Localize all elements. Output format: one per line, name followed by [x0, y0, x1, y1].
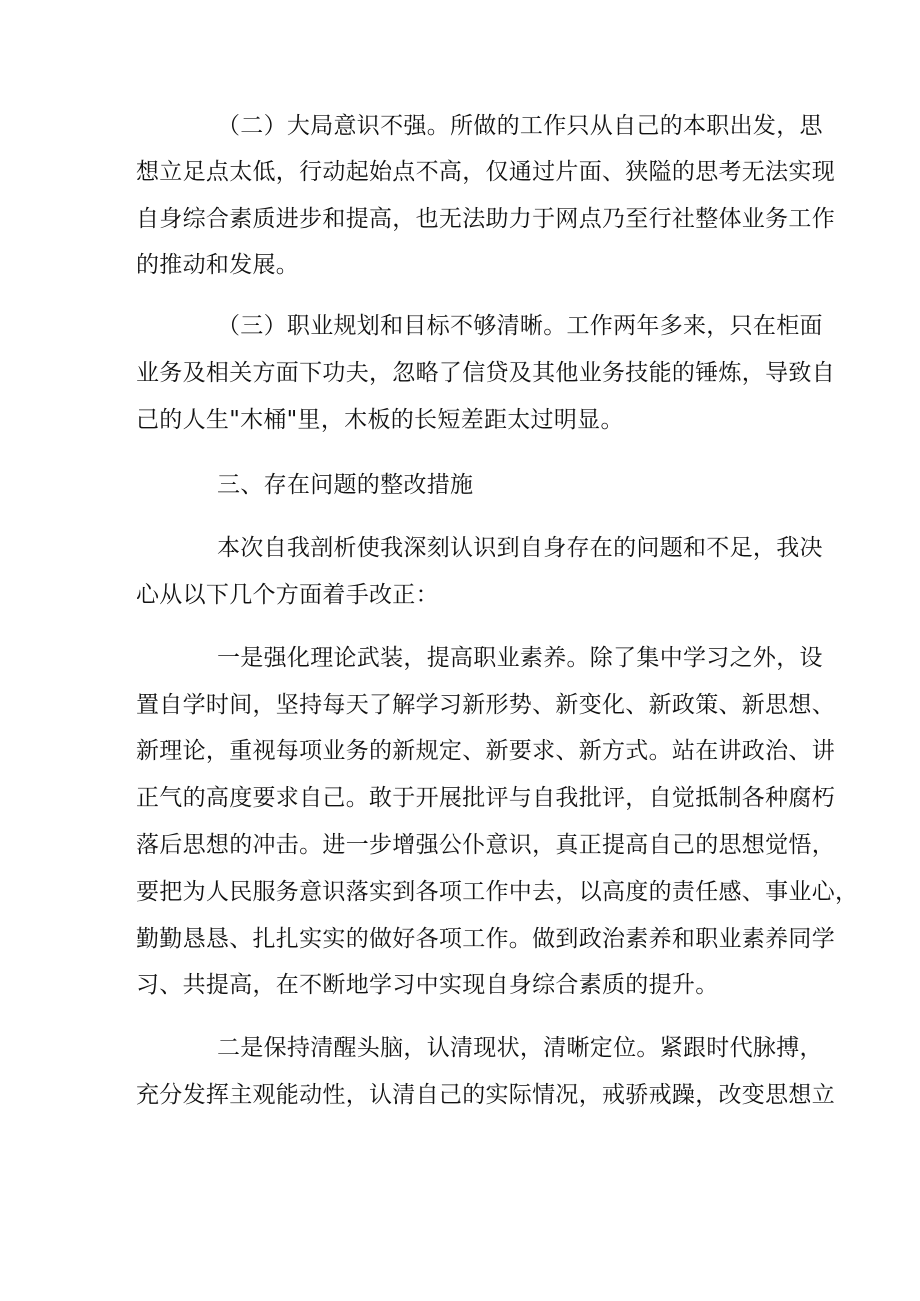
- paragraph-line: （二）大局意识不强。所做的工作只从自己的本职出发，思: [217, 113, 823, 139]
- paragraph-line: 二是保持清醒头脑，认清现状，清晰定位。紧跟时代脉搏，: [217, 1035, 823, 1061]
- paragraph-line: 勤勤恳恳、扎扎实实的做好各项工作。做到政治素养和职业素养同学: [136, 926, 835, 952]
- paragraph-line: 正气的高度要求自己。敢于开展批评与自我批评，自觉抵制各种腐朽: [136, 785, 835, 811]
- paragraph-line: 习、共提高，在不断地学习中实现自身综合素质的提升。: [136, 972, 719, 998]
- paragraph-line: 心从以下几个方面着手改正：: [136, 582, 439, 608]
- paragraph-line: 落后思想的冲击。进一步增强公仆意识，真正提高自己的思想觉悟，: [136, 832, 835, 858]
- paragraph-line: （三）职业规划和目标不够清晰。工作两年多来，只在柜面: [217, 313, 823, 339]
- paragraph-line: 一是强化理论武装，提高职业素养。除了集中学习之外，设: [217, 645, 823, 671]
- paragraph-line: 本次自我剖析使我深刻认识到自身存在的问题和不足，我决: [217, 535, 823, 561]
- paragraph-line: 的推动和发展。: [136, 252, 300, 278]
- paragraph-line: 己的人生"木桶"里，木板的长短差距太过明显。: [136, 407, 624, 433]
- paragraph-line: 要把为人民服务意识落实到各项工作中去，以高度的责任感、事业心，: [136, 879, 859, 905]
- paragraph-line: 充分发挥主观能动性，认清自己的实际情况，戒骄戒躁，改变思想立: [136, 1082, 835, 1108]
- paragraph-line: 新理论，重视每项业务的新规定、新要求、新方式。站在讲政治、讲: [136, 738, 835, 764]
- section-heading: 三、存在问题的整改措施: [217, 472, 474, 498]
- paragraph-line: 业务及相关方面下功夫，忽略了信贷及其他业务技能的锤炼，导致自: [136, 360, 835, 386]
- paragraph-line: 自身综合素质进步和提高，也无法助力于网点乃至行社整体业务工作: [136, 206, 835, 232]
- paragraph-line: 想立足点太低，行动起始点不高，仅通过片面、狭隘的思考无法实现: [136, 159, 835, 185]
- paragraph-line: 置自学时间，坚持每天了解学习新形势、新变化、新政策、新思想、: [136, 692, 835, 718]
